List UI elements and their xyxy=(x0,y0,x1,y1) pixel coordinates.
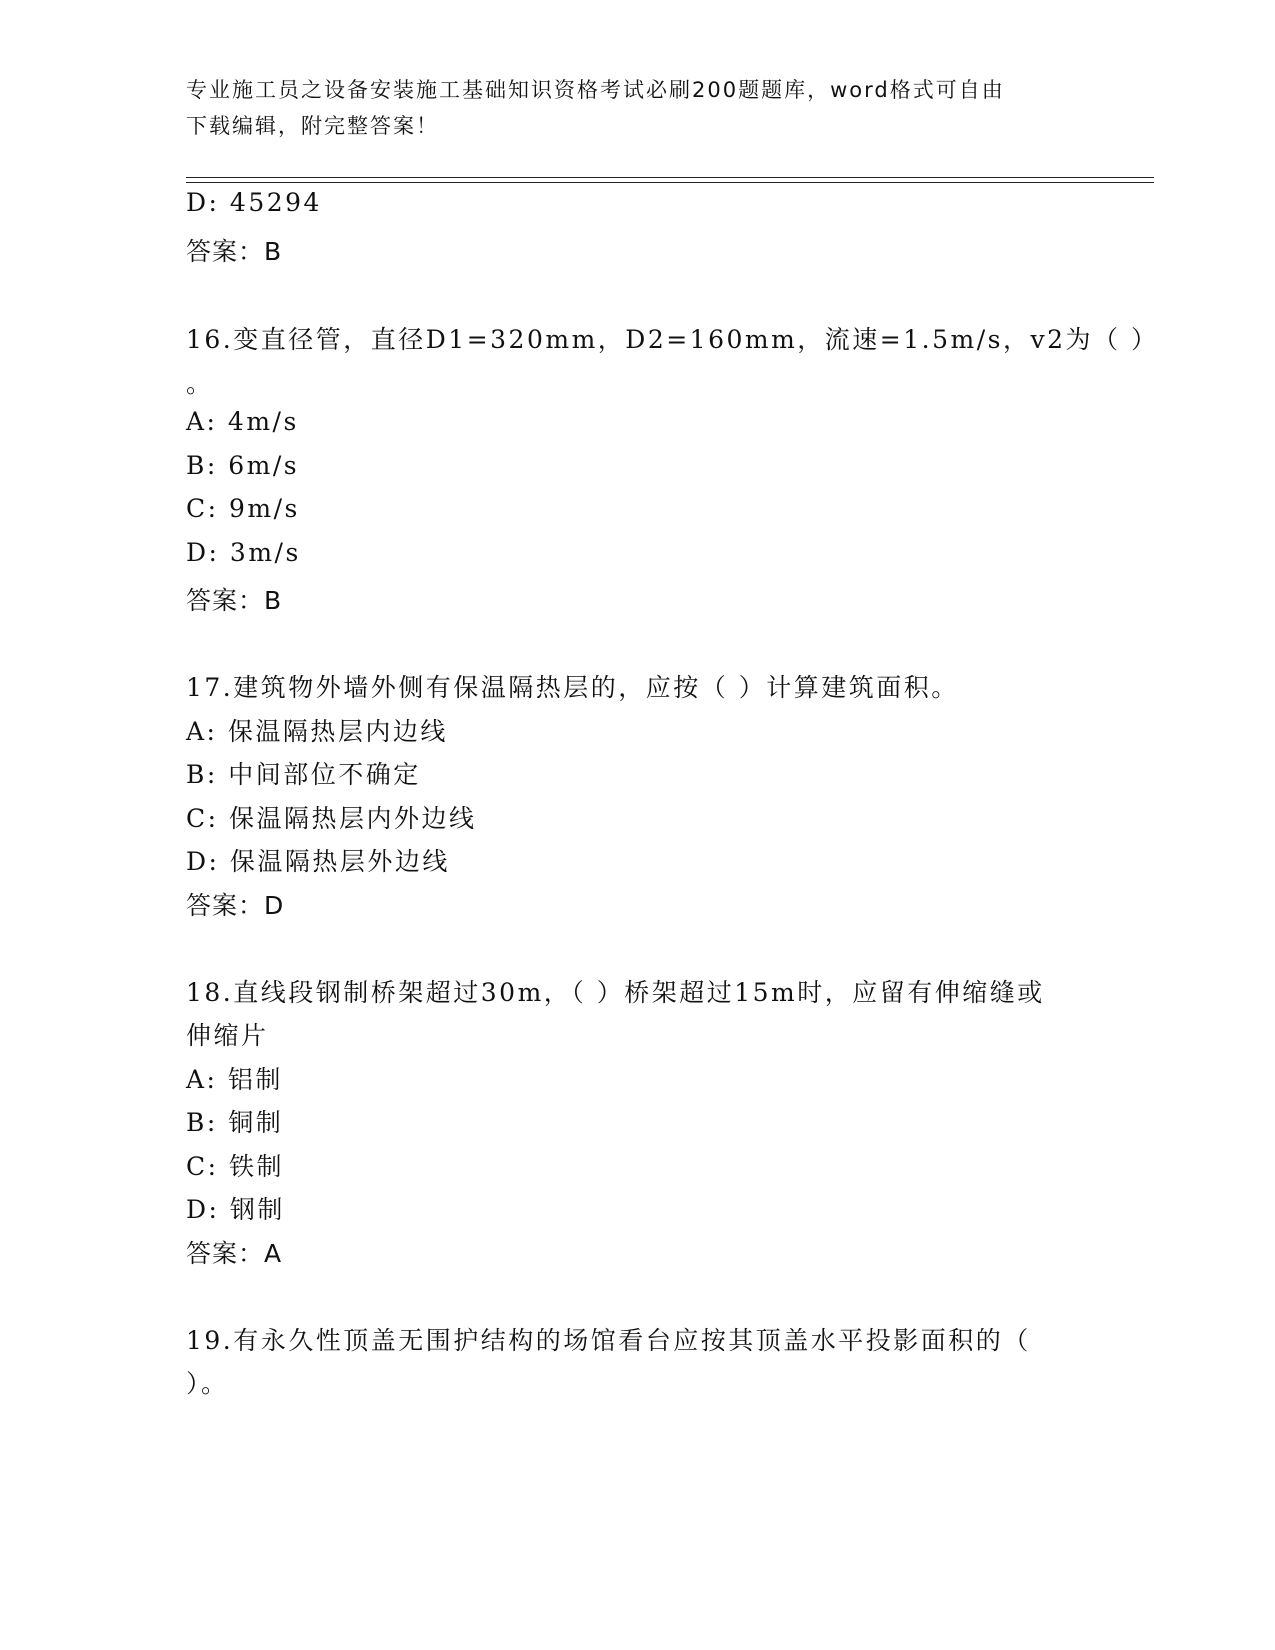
q18-option-a: A: 铝制 xyxy=(186,1065,283,1094)
q17-option-c: C: 保温隔热层内外边线 xyxy=(186,804,477,833)
header-divider-bottom xyxy=(186,182,1154,183)
q18-option-c: C: 铁制 xyxy=(186,1152,284,1181)
q16-stem-line-2: 。 xyxy=(186,369,214,398)
q18-answer: 答案：A xyxy=(186,1239,283,1268)
q19-stem-line-1: 19.有永久性顶盖无围护结构的场馆看台应按其顶盖水平投影面积的（ xyxy=(186,1326,1031,1355)
q18-option-d: D: 钢制 xyxy=(186,1195,285,1224)
q17-stem-line-1: 17.建筑物外墙外侧有保温隔热层的，应按（ ）计算建筑面积。 xyxy=(186,673,959,702)
q16-option-d: D: 3m/s xyxy=(186,538,301,567)
q16-stem-line-1: 16.变直径管，直径D1=320mm，D2=160mm，流速=1.5m/s，v2为（ ） xyxy=(186,325,1159,354)
q17-option-a: A: 保温隔热层内边线 xyxy=(186,717,448,746)
q17-answer: 答案：D xyxy=(186,891,285,920)
q18-stem-line-2: 伸缩片 xyxy=(186,1021,269,1050)
q17-option-b: B: 中间部位不确定 xyxy=(186,760,421,789)
q16-answer: 答案：B xyxy=(186,586,283,615)
header-divider-top xyxy=(186,177,1154,178)
q16-option-a: A: 4m/s xyxy=(186,407,299,436)
prev-answer: 答案：B xyxy=(186,237,283,266)
q16-option-b: B: 6m/s xyxy=(186,451,300,480)
header-line-1: 专业施工员之设备安装施工基础知识资格考试必刷200题题库，word格式可自由 xyxy=(186,78,1005,102)
prev-option-d: D: 45294 xyxy=(186,188,322,217)
q16-option-c: C: 9m/s xyxy=(186,494,300,523)
q17-option-d: D: 保温隔热层外边线 xyxy=(186,847,450,876)
header-line-2: 下载编辑，附完整答案！ xyxy=(186,114,439,138)
q19-stem-line-2: ）。 xyxy=(186,1369,229,1398)
document-header xyxy=(186,72,1066,144)
q18-stem-line-1: 18.直线段钢制桥架超过30m，（ ）桥架超过15m时，应留有伸缩缝或 xyxy=(186,978,1045,1007)
q18-option-b: B: 铜制 xyxy=(186,1108,284,1137)
